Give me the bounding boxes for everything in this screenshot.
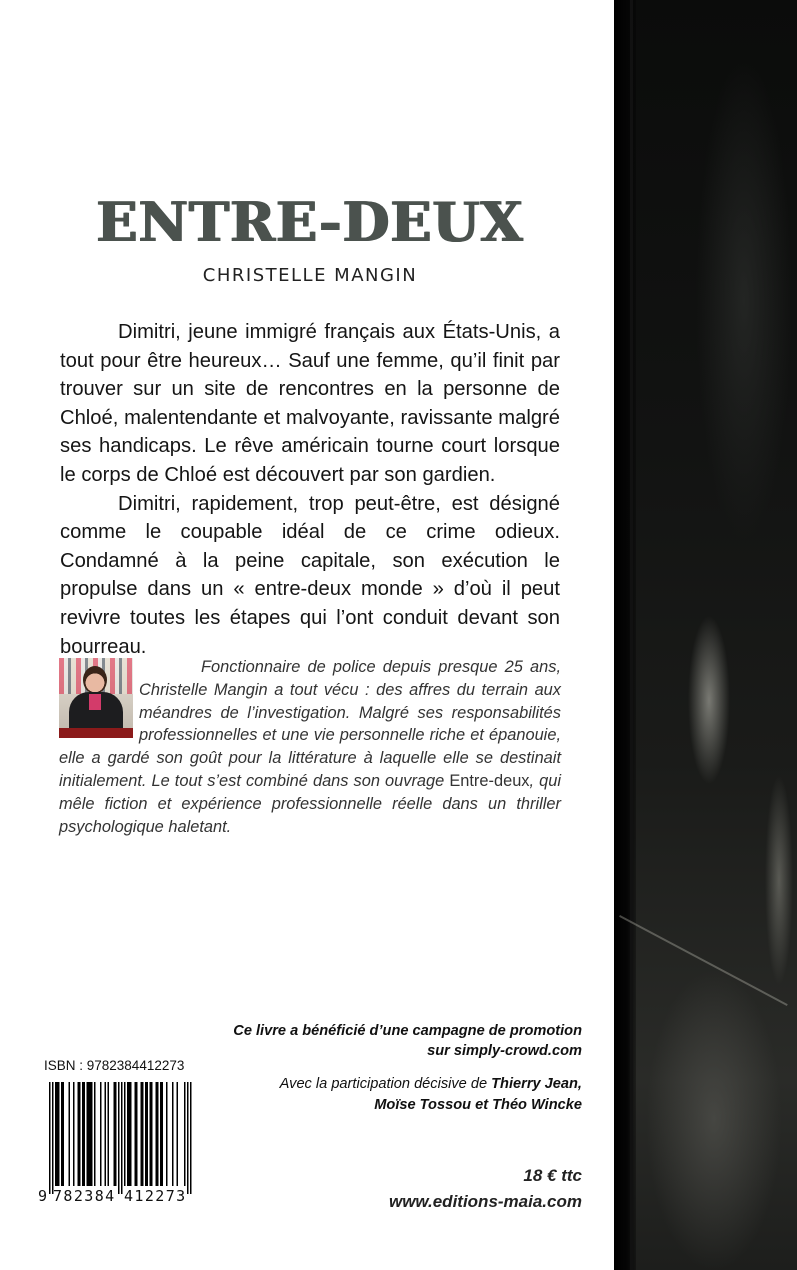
barcode-bar (147, 1082, 149, 1186)
book-title: ENTRE-DEUX (96, 190, 524, 254)
barcode-bar (135, 1082, 137, 1186)
barcode-bar (150, 1082, 152, 1186)
barcode-bar (82, 1082, 84, 1186)
bio-text-2: , qui mêle fiction et expérience professionnelle réelle dans un thriller psychologique haletant. (59, 771, 561, 836)
synopsis-paragraph-1: Dimitri, jeune immigré français aux États-Unis, a tout pour être heureux… Sauf une femme, qu’il finit par trouver sur un site de rencontres en la personne de Chloé, malentendante et malvoyante, ravissante malgré ses handicaps. Le rêve américain tourne court lorsque le corps de Chloé est découvert par son gardien. (60, 321, 560, 486)
barcode-bar (52, 1082, 54, 1194)
barcode-bar (151, 1082, 153, 1186)
synopsis-paragraph-2: Dimitri, rapidement, trop peut-être, est désigné comme le coupable idéal de ce crime odieux. Condamné à la peine capitale, son exécution le propulse dans un « entre-deux monde » d’où il peut revivre toutes les étapes qui l’ont conduit devant son bourreau. (60, 492, 560, 658)
promo-line-1: Ce livre a bénéficié d’une campagne de promotion (233, 1023, 582, 1039)
barcode-bar (84, 1082, 86, 1186)
bio-text-1: Fonctionnaire de police depuis presque 25 ans, Christelle Mangin a tout vécu : des affres du terrain aux méandres de l’investigation. Malgré ses responsabilités professionnelles et une vie personnelle riche et épanouie, elle a gardé son goût pour la littérature à laquelle elle se destinait initialement. Le tout s’est combiné dans son ouvrage (59, 658, 561, 790)
barcode-bar (90, 1082, 92, 1186)
barcode-bar (105, 1082, 107, 1186)
isbn-barcode (36, 1080, 200, 1206)
barcode-bar (130, 1082, 132, 1186)
synopsis (60, 318, 560, 661)
barcode-bar (145, 1082, 147, 1186)
barcode-bar (88, 1082, 90, 1186)
barcode-bar (127, 1082, 129, 1186)
barcode-bar (79, 1082, 81, 1186)
barcode-bar (172, 1082, 174, 1186)
barcode-bar (49, 1082, 51, 1194)
barcode-digits-left: 782384 (53, 1187, 116, 1205)
barcode-bar (57, 1082, 59, 1186)
strip-edge-line (630, 0, 633, 1270)
barcode-bar (55, 1082, 57, 1186)
barcode-bar (73, 1082, 75, 1186)
barcode-bar (114, 1082, 116, 1186)
publisher-website: www.editions-maia.com (388, 1192, 582, 1211)
barcode-bar (124, 1082, 126, 1186)
barcode-bar (91, 1082, 93, 1186)
partners-note (200, 1074, 582, 1115)
barcode-bar (58, 1082, 60, 1186)
barcode-bar (142, 1082, 144, 1186)
barcode-bar (63, 1082, 65, 1186)
barcode-bar (118, 1082, 120, 1194)
barcode-bar (160, 1082, 162, 1186)
barcode-bar (61, 1082, 63, 1186)
partners-names-2: Moïse Tossou et Théo Wincke (374, 1096, 582, 1113)
barcode-bar (129, 1082, 131, 1186)
barcode-bar (166, 1082, 168, 1186)
barcode-bar (136, 1082, 138, 1186)
barcode-bar (100, 1082, 102, 1186)
author-bio (59, 656, 561, 838)
bio-book-ref: Entre-deux (449, 771, 530, 790)
barcode-bar (141, 1082, 143, 1186)
barcode-bar (94, 1082, 96, 1186)
partners-intro: Avec la participation décisive de (279, 1076, 492, 1092)
barcode-bar (78, 1082, 80, 1186)
barcode-digit-first: 9 (38, 1187, 48, 1205)
promo-note (200, 1021, 582, 1061)
partners-names-1: Thierry Jean, (491, 1076, 582, 1092)
book-author: CHRISTELLE MANGIN (202, 265, 418, 286)
barcode-bar (190, 1082, 192, 1194)
barcode-bar (87, 1082, 89, 1186)
barcode-bar (69, 1082, 71, 1186)
barcode-bar (177, 1082, 179, 1186)
barcode-bar (115, 1082, 117, 1186)
barcode-digits-right: 412273 (124, 1187, 187, 1205)
barcode-bar (108, 1082, 110, 1186)
barcode-bar (157, 1082, 159, 1186)
barcode-bar (184, 1082, 186, 1186)
barcode-bar (162, 1082, 164, 1186)
cover-photo-strip (614, 0, 797, 1270)
barcode-bar (156, 1082, 158, 1186)
promo-line-2: sur simply-crowd.com (427, 1043, 582, 1059)
price: 18 € ttc (523, 1166, 582, 1185)
barcode-bar (187, 1082, 189, 1194)
isbn-label: ISBN : 9782384412273 (44, 1058, 185, 1073)
barcode-bar (121, 1082, 123, 1194)
